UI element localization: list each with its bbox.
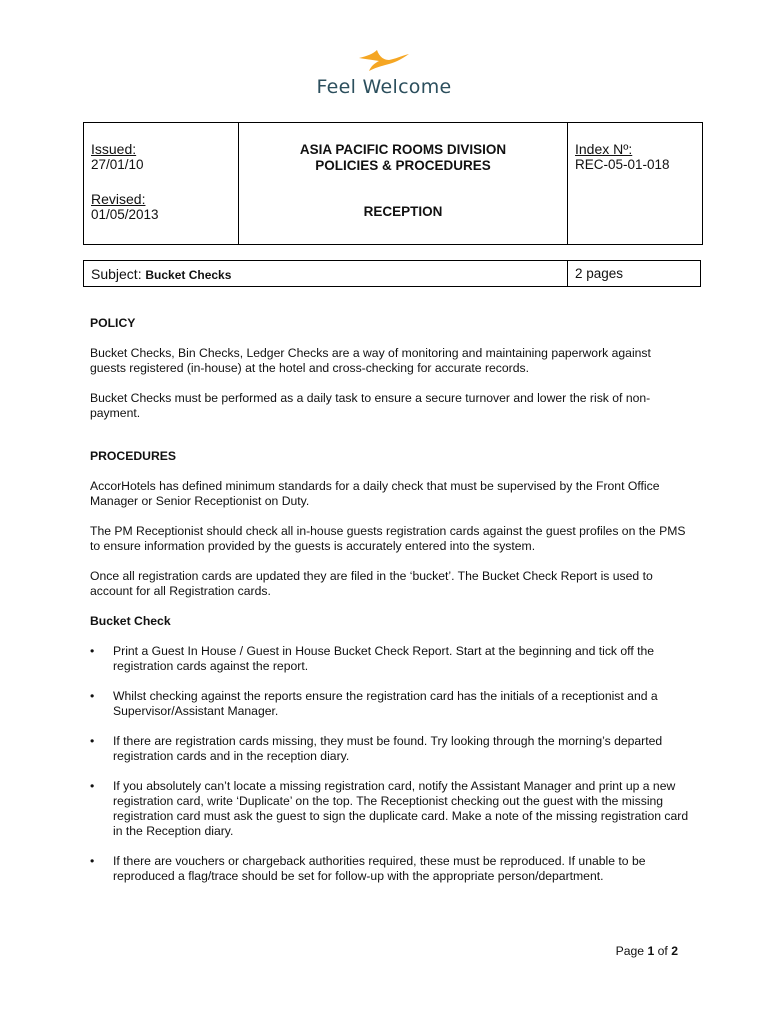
- bullet-icon: •: [90, 689, 95, 703]
- list-item: • Print a Guest In House / Guest in House Bucket Check Report. Start at the beginning and tick off the registration cards against the report.: [90, 644, 655, 673]
- procedures-paragraph: AccorHotels has defined minimum standards for a daily check that must be supervised by the Front Office Manager or Senior Receptionist on Duty.: [90, 479, 660, 508]
- revised-date: 01/05/2013: [91, 207, 159, 222]
- issued-date: 27/01/10: [91, 157, 144, 172]
- issued-label: Issued:: [91, 141, 137, 157]
- procedures-paragraph: The PM Receptionist should check all in-house guests registration cards against the guest profiles on the PMS to ensure information provided by the guests is accurately entered into the system.: [90, 524, 686, 553]
- bullet-icon: •: [90, 734, 95, 748]
- list-item: • If there are registration cards missing, they must be found. Try looking through the morning’s departed registration cards and in the reception diary.: [90, 734, 663, 763]
- policy-paragraph: Bucket Checks, Bin Checks, Ledger Checks are a way of monitoring and maintaining paperwork against guests registered (in-house) at the hotel and cross-checking for accurate records.: [90, 346, 651, 375]
- logo: [0, 44, 768, 98]
- index-cell: [568, 123, 703, 245]
- bullet-icon: •: [90, 779, 95, 793]
- header-table: [83, 122, 703, 245]
- subject-cell: [84, 261, 568, 287]
- procedures-heading: PROCEDURES: [90, 449, 177, 463]
- list-item: • Whilst checking against the reports ensure the registration card has the initials of a receptionist and a Supervisor/Assistant Manager.: [90, 689, 658, 718]
- document-body: [90, 316, 690, 884]
- subject-value: Bucket Checks: [145, 267, 232, 282]
- subject-table: [83, 260, 701, 287]
- bucket-check-heading: Bucket Check: [90, 614, 171, 628]
- index-value: REC-05-01-018: [575, 157, 670, 172]
- procedures-paragraph: Once all registration cards are updated they are filed in the ‘bucket’. The Bucket Check Report is used to account for all Registration cards.: [90, 569, 653, 598]
- issued-cell: [84, 123, 239, 245]
- revised-label: Revised:: [91, 191, 146, 207]
- policy-paragraph: Bucket Checks must be performed as a daily task to ensure a secure turnover and lower the risk of non-payment.: [90, 391, 651, 420]
- bullet-icon: •: [90, 854, 95, 868]
- policy-heading: POLICY: [90, 316, 136, 330]
- bucket-check-list: [90, 644, 690, 884]
- pages-cell: 2 pages: [568, 261, 701, 287]
- title-line1: ASIA PACIFIC ROOMS DIVISION: [299, 142, 507, 157]
- list-item: • If you absolutely can’t locate a missing registration card, notify the Assistant Manager and print up a new registration card, write ‘Duplicate’ on the top. The Receptionist checking out the guest with the missing registration card must ask the guest to sign the duplicate card. Make a note of the missing registration card in the Reception diary.: [90, 779, 689, 838]
- bird-logo-icon: [357, 44, 411, 72]
- index-label: Index Nº:: [575, 141, 633, 157]
- bullet-icon: •: [90, 644, 95, 658]
- subject-label: Subject:: [91, 265, 142, 282]
- brand-text: Feel Welcome: [316, 76, 452, 98]
- section-title: RECEPTION: [363, 204, 443, 219]
- title-line2: POLICIES & PROCEDURES: [315, 158, 491, 173]
- page-number: Page 1 of 2: [615, 944, 678, 958]
- list-item: • If there are vouchers or chargeback authorities required, these must be reproduced. If unable to be reproduced a flag/trace should be set for follow-up with the appropriate person/department.: [90, 854, 646, 883]
- title-cell: [239, 123, 568, 245]
